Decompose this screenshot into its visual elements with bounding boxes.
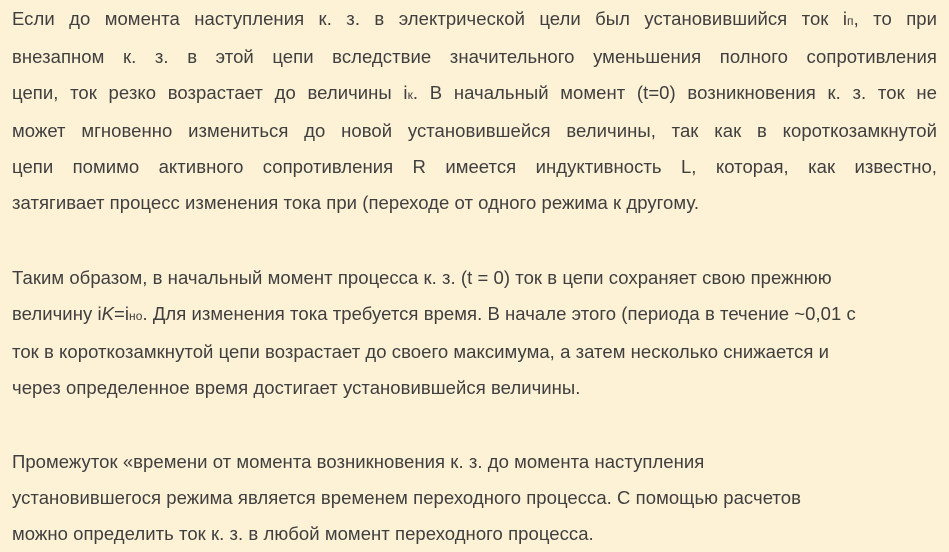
text-run: , то при	[853, 8, 938, 29]
text-line: Промежуток «времени от момента возникновения к. з. до момента наступления	[12, 451, 705, 472]
text-run: Если до момента наступления к. з. в электрической цели был установившийся ток i	[12, 8, 847, 29]
text-line: ток в короткозамкнутой цепи возрастает до своего максимума, а затем несколько снижается и	[12, 341, 829, 362]
text-line: Таким образом, в начальный момент процесса к. з. (t = 0) ток в цепи сохраняет свою прежнюю	[12, 267, 832, 288]
subscript-p: п	[847, 14, 854, 28]
text-line: затягивает процесс изменения тока при (переходе от одного режима к другому.	[12, 192, 700, 213]
subscript-k: к	[407, 88, 413, 102]
text-line: может мгновенно измениться до новой установившейся величины, так как в короткозамкнутой	[12, 120, 937, 141]
document-content	[0, 1, 949, 544]
subscript-no: но	[129, 309, 143, 323]
text-run: цепи, ток резко возрастает до величины i	[12, 82, 408, 103]
text-run: =i	[114, 303, 130, 324]
text-line: цепи помимо активного сопротивления R имеется индуктивность L, которая, как известно,	[12, 156, 937, 177]
text-run: . Для изменения тока требуется время. В начале этого (периода в течение ~0,01 с	[142, 303, 856, 324]
text-run: . В начальный момент (t=0) возникновения к. з. ток не	[412, 82, 937, 103]
text-line: установившегося режима является временем переходного процесса. С помощью расчетов	[12, 487, 801, 508]
text-line: можно определить ток к. з. в любой момент переходного процесса.	[12, 523, 594, 544]
text-line	[12, 1, 937, 39]
text-line: через определенное время достигает установившейся величины.	[12, 377, 581, 398]
paragraph-2	[12, 260, 937, 406]
text-run: величину i	[12, 303, 102, 324]
paragraph-1	[12, 1, 937, 221]
text-line: внезапном к. з. в этой цепи вследствие значительного уменьшения полного сопротивления	[12, 46, 937, 67]
text-line	[12, 75, 937, 113]
italic-k: K	[101, 303, 115, 324]
text-line	[12, 296, 937, 334]
